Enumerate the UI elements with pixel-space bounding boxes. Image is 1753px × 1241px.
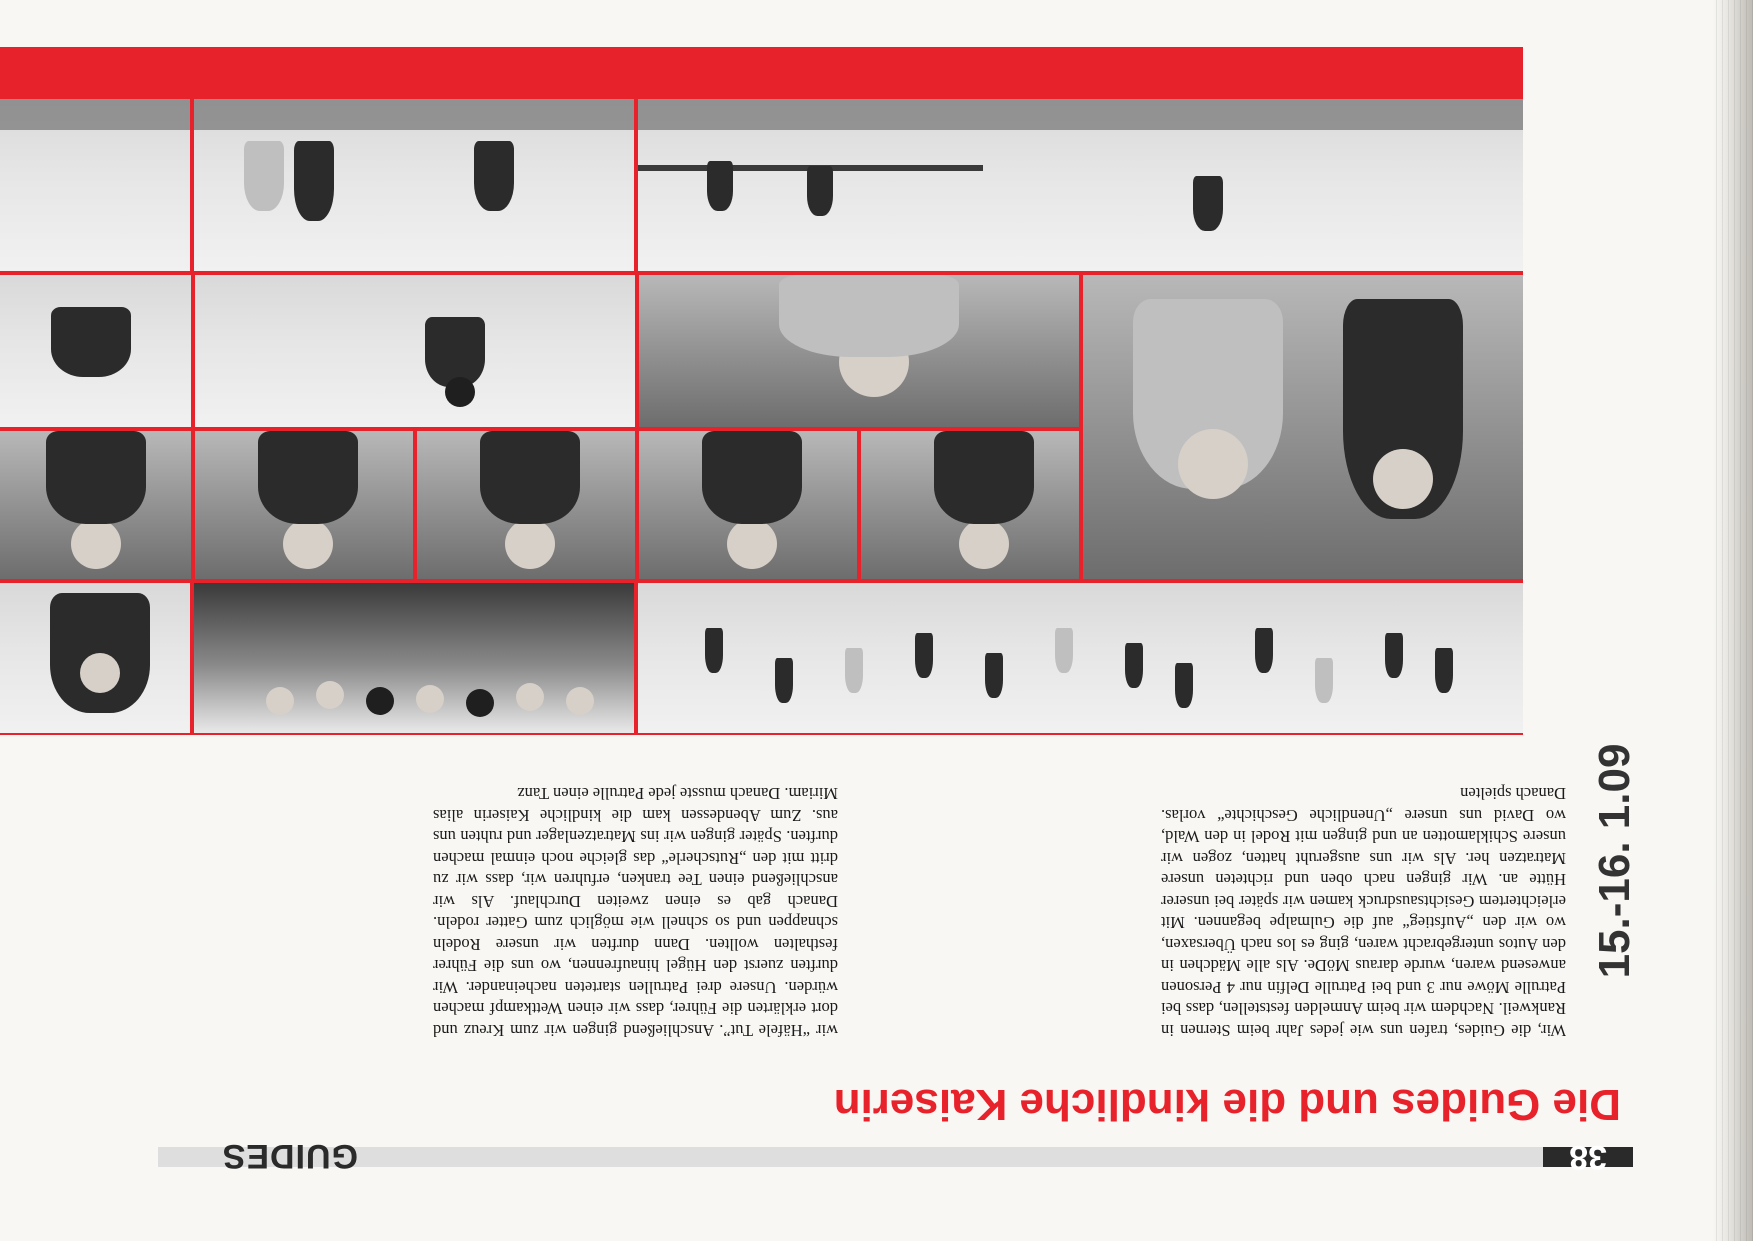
photo-sledding-1 (195, 275, 635, 427)
photo-group-portrait (194, 583, 634, 733)
photo-collage (0, 47, 1523, 735)
page-number: 38 (1569, 1138, 1607, 1176)
article-column-right (433, 783, 838, 1041)
photo-snow-edge (0, 99, 190, 271)
photo-portrait-4 (195, 431, 413, 579)
page-edges (1713, 0, 1753, 1241)
photo-sledding-2 (194, 99, 634, 271)
section-label: GUIDES (221, 1137, 358, 1175)
article-title: Die Guides und die kindliche Kaiserin (833, 1080, 1621, 1129)
article-date: 15.-16. 1.09 (1590, 743, 1639, 979)
article-column-left (1161, 783, 1566, 1041)
article-text-right: wir “Häfele Tut”. Anschließend gingen wir zum Kreuz und dort erklärten die Führer, dass wir einen Wettkampf machen würden. Unsere drei Patrullen starteten nacheinander. Wir durften zuerst den Hügel hinaufrennen, wo uns die Führer festhalten wollten. Dann durften wir unsere Rodeln schnappen und so schnell wie möglich zum Gatter rodeln. Danach gab es einen zweiten Durchlauf. Als wir anschließend einen Tee tranken, erfuhren wir, dass wir zu dritt mit den „Rutscherle“ das gleiche noch einmal machen durften. Später gingen wir ins Matratzenlager und ruhten uns aus. Zum Abendessen kam die kindliche Kaiserin alias Miriam. Danach musste jede Patrulle einen Tanz (433, 784, 838, 1040)
photo-portrait-6 (639, 275, 1079, 427)
photo-children-room (1083, 275, 1523, 579)
header-bar (158, 1147, 1543, 1167)
photo-snow-group (638, 583, 1523, 733)
photo-edge-1 (0, 275, 191, 427)
article-text-left: Wir, die Guides, trafen uns wie jedes Jahr beim Sternen in Rankweil. Nachdem wir beim Anmelden feststellen, dass bei Patrulle Möwe nur 3 und bei Patrulle Delfin nur 4 Personen anwesend waren, wurde daraus MöDe. Als alle Mädchen in den Autos untergebracht waren, ging es los nach Übersaxen, wo wir den „Aufstieg“ auf die Gulmalpe begannen. Mit erleichtertem Gesichtsausdruck kamen wir später bei unserer Hütte an. Wir gingen nach oben und richteten unsere Matratzen her. Als wir uns ausgeruht hatten, zogen wir unsere Schiklamotten an und gingen mit Rodel in den Wald, wo David uns unsere „Unendliche Geschichte“ vorlas. Danach spielten (1161, 784, 1566, 1040)
photo-portrait-3 (417, 431, 635, 579)
photo-portrait-1 (861, 431, 1079, 579)
photo-portrait-5 (0, 431, 191, 579)
photo-portrait-2 (639, 431, 857, 579)
photo-person-helmet (0, 583, 190, 733)
photo-snow-line (638, 99, 1523, 271)
article-date-wrap (1585, 731, 1645, 991)
